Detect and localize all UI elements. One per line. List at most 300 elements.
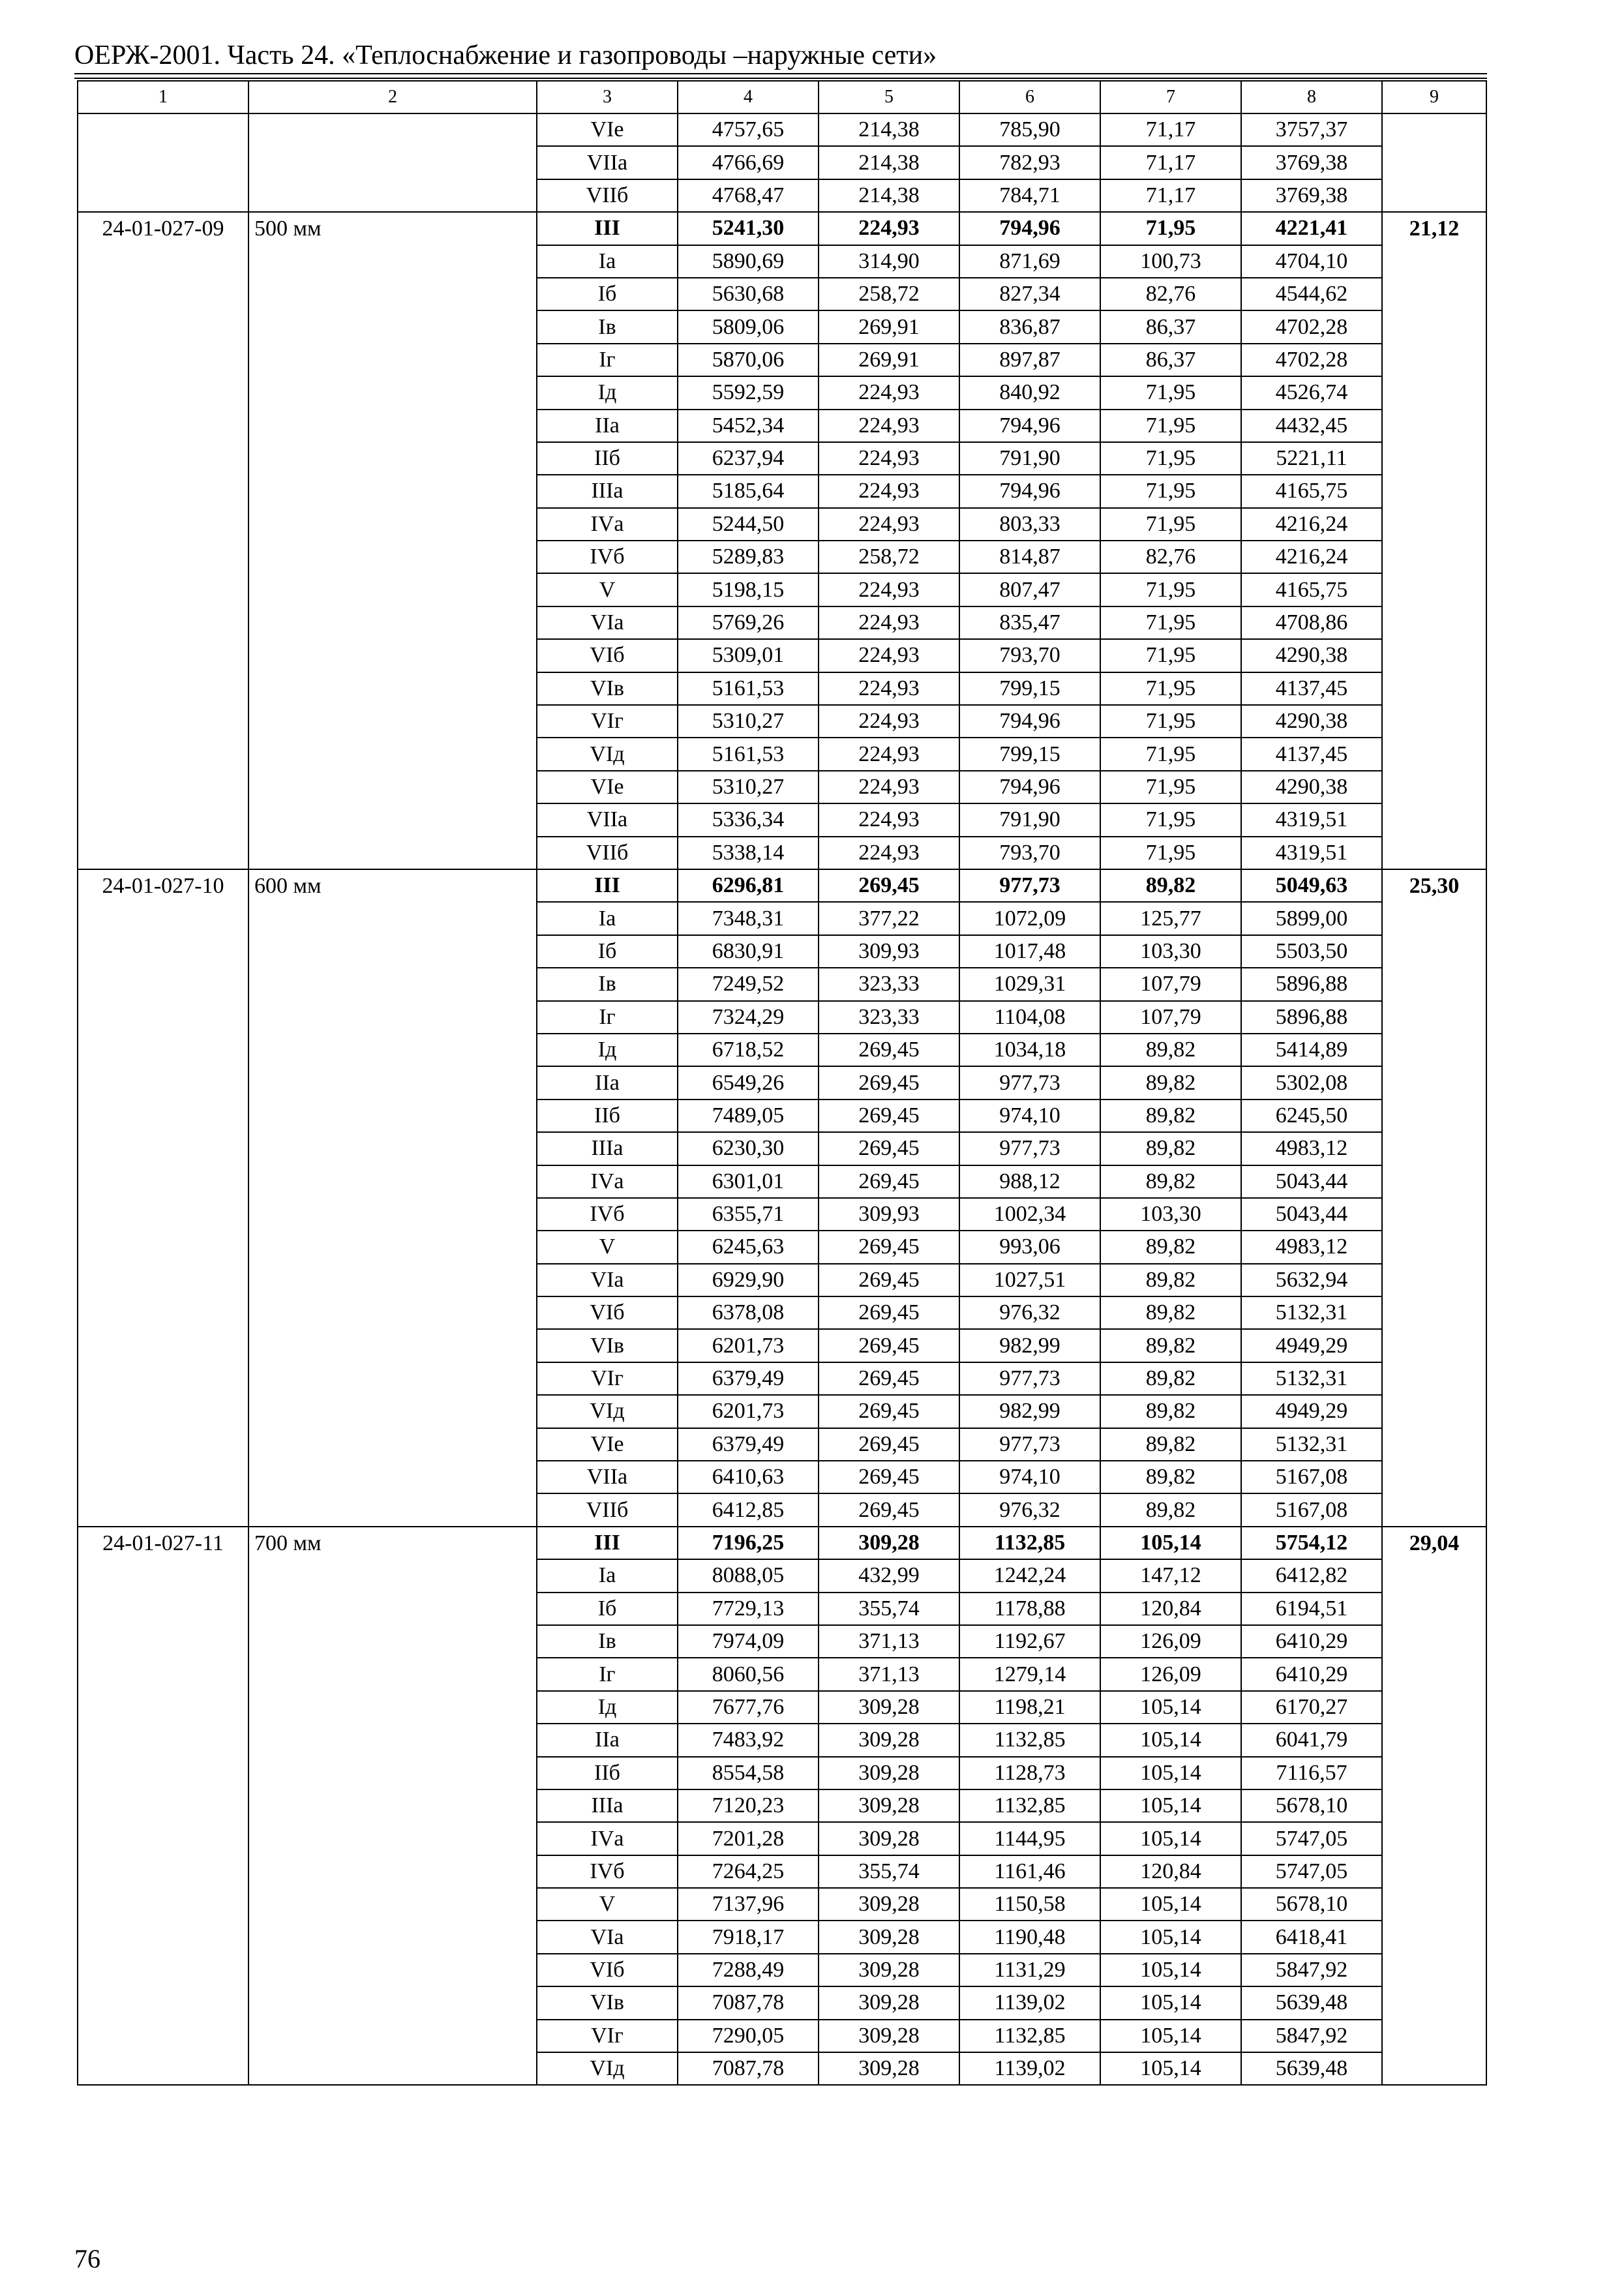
value-cell: 5632,94 — [1241, 1264, 1382, 1296]
zone-cell: IIа — [537, 1724, 678, 1756]
zone-cell: Iд — [537, 376, 678, 409]
value-cell: 224,93 — [819, 508, 959, 541]
value-cell: 5639,48 — [1241, 2052, 1382, 2085]
zone-cell: VIа — [537, 1921, 678, 1953]
value-cell: 4216,24 — [1241, 541, 1382, 573]
value-cell: 7120,23 — [678, 1789, 819, 1822]
value-cell: 5336,34 — [678, 803, 819, 836]
value-cell: 7264,25 — [678, 1855, 819, 1888]
value-cell: 7489,05 — [678, 1100, 819, 1132]
value-cell: 5310,27 — [678, 705, 819, 738]
zone-cell: III — [537, 212, 678, 245]
value-cell: 6296,81 — [678, 869, 819, 902]
value-cell: 5289,83 — [678, 541, 819, 573]
value-cell: 799,15 — [959, 672, 1100, 705]
value-cell: 7087,78 — [678, 2052, 819, 2085]
value-cell: 269,45 — [819, 1165, 959, 1198]
value-cell: 1139,02 — [959, 2052, 1100, 2085]
value-cell: 71,95 — [1100, 508, 1241, 541]
value-cell: 7348,31 — [678, 902, 819, 935]
column-number: 5 — [819, 81, 959, 113]
value-cell: 836,87 — [959, 310, 1100, 343]
value-cell: 71,95 — [1100, 771, 1241, 803]
zone-cell: VIд — [537, 2052, 678, 2085]
value-cell: 4544,62 — [1241, 278, 1382, 310]
value-cell: 793,70 — [959, 639, 1100, 672]
zone-cell: VIб — [537, 639, 678, 672]
header-rule-bottom — [74, 78, 1487, 79]
value-cell: 86,37 — [1100, 310, 1241, 343]
value-cell: 377,22 — [819, 902, 959, 935]
value-cell: 1132,85 — [959, 1527, 1100, 1559]
value-cell: 7729,13 — [678, 1593, 819, 1625]
value-cell: 807,47 — [959, 573, 1100, 606]
value-cell: 988,12 — [959, 1165, 1100, 1198]
value-cell: 269,45 — [819, 1100, 959, 1132]
value-cell: 7324,29 — [678, 1001, 819, 1034]
value-cell: 103,30 — [1100, 935, 1241, 968]
value-cell: 309,28 — [819, 1789, 959, 1822]
zone-cell: VIв — [537, 1329, 678, 1362]
value-cell: 6170,27 — [1241, 1691, 1382, 1724]
value-cell: 5678,10 — [1241, 1888, 1382, 1921]
value-cell: 7116,57 — [1241, 1757, 1382, 1789]
value-cell: 5899,00 — [1241, 902, 1382, 935]
page-number: 76 — [74, 2244, 100, 2273]
value-cell: 1029,31 — [959, 968, 1100, 1000]
value-cell: 314,90 — [819, 245, 959, 278]
zone-cell: Iа — [537, 245, 678, 278]
value-cell: 71,95 — [1100, 376, 1241, 409]
value-cell: 4137,45 — [1241, 672, 1382, 705]
value-cell: 5747,05 — [1241, 1822, 1382, 1855]
value-cell: 224,93 — [819, 705, 959, 738]
value-cell: 6301,01 — [678, 1165, 819, 1198]
zone-cell: VIIб — [537, 179, 678, 212]
value-cell: 269,45 — [819, 869, 959, 902]
zone-cell: VIе — [537, 771, 678, 803]
zone-cell: IVб — [537, 541, 678, 573]
value-cell: 7249,52 — [678, 968, 819, 1000]
value-cell: 8554,58 — [678, 1757, 819, 1789]
value-cell: 5338,14 — [678, 837, 819, 869]
value-cell: 269,45 — [819, 1066, 959, 1099]
value-cell: 794,96 — [959, 705, 1100, 738]
value-cell: 4319,51 — [1241, 803, 1382, 836]
value-cell: 6412,82 — [1241, 1559, 1382, 1592]
value-cell: 5747,05 — [1241, 1855, 1382, 1888]
value-cell: 89,82 — [1100, 1493, 1241, 1526]
item-code: 24-01-027-11 — [78, 1527, 248, 2086]
value-cell: 4949,29 — [1241, 1329, 1382, 1362]
value-cell: 269,45 — [819, 1264, 959, 1296]
zone-cell: IIIа — [537, 1789, 678, 1822]
value-cell: 89,82 — [1100, 1395, 1241, 1428]
value-cell: 977,73 — [959, 1132, 1100, 1165]
table-row — [78, 869, 1486, 902]
column-number: 1 — [78, 81, 248, 113]
value-cell: 4165,75 — [1241, 573, 1382, 606]
value-cell: 269,45 — [819, 1428, 959, 1461]
column-number: 6 — [959, 81, 1100, 113]
price-table — [77, 80, 1487, 2086]
value-cell: 147,12 — [1100, 1559, 1241, 1592]
value-cell: 6410,29 — [1241, 1658, 1382, 1690]
value-cell: 5244,50 — [678, 508, 819, 541]
value-cell: 7137,96 — [678, 1888, 819, 1921]
column-number: 4 — [678, 81, 819, 113]
value-cell: 799,15 — [959, 738, 1100, 770]
value-cell: 309,28 — [819, 1757, 959, 1789]
value-cell: 71,17 — [1100, 179, 1241, 212]
zone-cell: VIе — [537, 1428, 678, 1461]
value-cell: 269,45 — [819, 1296, 959, 1329]
value-cell: 1128,73 — [959, 1757, 1100, 1789]
value-cell: 89,82 — [1100, 1066, 1241, 1099]
value-cell: 835,47 — [959, 606, 1100, 639]
value-cell: 89,82 — [1100, 1231, 1241, 1263]
value-cell: 5221,11 — [1241, 442, 1382, 475]
value-cell: 309,28 — [819, 2020, 959, 2052]
zone-cell: Iв — [537, 310, 678, 343]
zone-cell: Iб — [537, 278, 678, 310]
value-cell: 224,93 — [819, 639, 959, 672]
value-cell: 269,45 — [819, 1034, 959, 1066]
value-cell: 1034,18 — [959, 1034, 1100, 1066]
zone-cell: VIа — [537, 1264, 678, 1296]
zone-cell: IIIа — [537, 1132, 678, 1165]
value-cell: 6379,49 — [678, 1428, 819, 1461]
value-cell: 309,93 — [819, 1198, 959, 1231]
column-number-row — [78, 81, 1486, 113]
value-cell: 224,93 — [819, 672, 959, 705]
value-cell: 224,93 — [819, 803, 959, 836]
value-cell: 224,93 — [819, 573, 959, 606]
value-cell: 6230,30 — [678, 1132, 819, 1165]
value-cell: 1131,29 — [959, 1954, 1100, 1986]
item-column-9: 29,04 — [1382, 1527, 1486, 2086]
value-cell: 107,79 — [1100, 1001, 1241, 1034]
value-cell: 269,45 — [819, 1362, 959, 1395]
value-cell: 4702,28 — [1241, 344, 1382, 376]
zone-cell: Iг — [537, 1001, 678, 1034]
value-cell: 5132,31 — [1241, 1362, 1382, 1395]
value-cell: 105,14 — [1100, 2052, 1241, 2085]
value-cell: 4526,74 — [1241, 376, 1382, 409]
value-cell: 977,73 — [959, 869, 1100, 902]
value-cell: 89,82 — [1100, 1165, 1241, 1198]
zone-cell: IIб — [537, 442, 678, 475]
value-cell: 309,28 — [819, 1888, 959, 1921]
value-cell: 1144,95 — [959, 1822, 1100, 1855]
value-cell: 5309,01 — [678, 639, 819, 672]
zone-cell: VIд — [537, 738, 678, 770]
value-cell: 794,96 — [959, 475, 1100, 507]
value-cell: 3769,38 — [1241, 146, 1382, 179]
zone-cell: IIб — [537, 1757, 678, 1789]
value-cell: 5896,88 — [1241, 1001, 1382, 1034]
value-cell: 5241,30 — [678, 212, 819, 245]
value-cell: 5503,50 — [1241, 935, 1382, 968]
value-cell: 269,45 — [819, 1395, 959, 1428]
zone-cell: VIIа — [537, 803, 678, 836]
value-cell: 4137,45 — [1241, 738, 1382, 770]
value-cell: 7677,76 — [678, 1691, 819, 1724]
item-diameter: 500 мм — [248, 212, 537, 869]
value-cell: 3769,38 — [1241, 179, 1382, 212]
zone-cell: IIа — [537, 1066, 678, 1099]
item-column-9 — [1382, 113, 1486, 212]
value-cell: 126,09 — [1100, 1658, 1241, 1690]
value-cell: 5414,89 — [1241, 1034, 1382, 1066]
header-rule-top — [74, 73, 1487, 74]
value-cell: 105,14 — [1100, 1986, 1241, 2019]
value-cell: 309,28 — [819, 1527, 959, 1559]
value-cell: 8060,56 — [678, 1658, 819, 1690]
value-cell: 71,95 — [1100, 410, 1241, 442]
value-cell: 791,90 — [959, 442, 1100, 475]
value-cell: 258,72 — [819, 278, 959, 310]
value-cell: 5769,26 — [678, 606, 819, 639]
value-cell: 4290,38 — [1241, 705, 1382, 738]
value-cell: 323,33 — [819, 968, 959, 1000]
zone-cell: Iб — [537, 935, 678, 968]
zone-cell: IVа — [537, 1165, 678, 1198]
table-row — [78, 212, 1486, 245]
zone-cell: IIIа — [537, 475, 678, 507]
value-cell: 71,17 — [1100, 146, 1241, 179]
value-cell: 6201,73 — [678, 1329, 819, 1362]
value-cell: 71,95 — [1100, 672, 1241, 705]
value-cell: 120,84 — [1100, 1855, 1241, 1888]
value-cell: 1002,34 — [959, 1198, 1100, 1231]
value-cell: 993,06 — [959, 1231, 1100, 1263]
value-cell: 1132,85 — [959, 1789, 1100, 1822]
item-diameter: 600 мм — [248, 869, 537, 1527]
value-cell: 871,69 — [959, 245, 1100, 278]
column-number: 9 — [1382, 81, 1486, 113]
value-cell: 5592,59 — [678, 376, 819, 409]
value-cell: 6355,71 — [678, 1198, 819, 1231]
value-cell: 814,87 — [959, 541, 1100, 573]
value-cell: 105,14 — [1100, 1789, 1241, 1822]
value-cell: 126,09 — [1100, 1625, 1241, 1658]
value-cell: 827,34 — [959, 278, 1100, 310]
value-cell: 105,14 — [1100, 1724, 1241, 1756]
value-cell: 977,73 — [959, 1066, 1100, 1099]
value-cell: 7087,78 — [678, 1986, 819, 2019]
value-cell: 6378,08 — [678, 1296, 819, 1329]
value-cell: 105,14 — [1100, 1691, 1241, 1724]
value-cell: 5043,44 — [1241, 1165, 1382, 1198]
zone-cell: IVб — [537, 1855, 678, 1888]
value-cell: 794,96 — [959, 771, 1100, 803]
value-cell: 5630,68 — [678, 278, 819, 310]
value-cell: 107,79 — [1100, 968, 1241, 1000]
value-cell: 4708,86 — [1241, 606, 1382, 639]
value-cell: 4216,24 — [1241, 508, 1382, 541]
value-cell: 355,74 — [819, 1593, 959, 1625]
value-cell: 5302,08 — [1241, 1066, 1382, 1099]
value-cell: 5049,63 — [1241, 869, 1382, 902]
value-cell: 309,28 — [819, 1724, 959, 1756]
value-cell: 1198,21 — [959, 1691, 1100, 1724]
value-cell: 269,45 — [819, 1231, 959, 1263]
value-cell: 89,82 — [1100, 1100, 1241, 1132]
value-cell: 371,13 — [819, 1658, 959, 1690]
zone-cell: VIг — [537, 2020, 678, 2052]
value-cell: 4290,38 — [1241, 771, 1382, 803]
value-cell: 71,95 — [1100, 212, 1241, 245]
value-cell: 4702,28 — [1241, 310, 1382, 343]
zone-cell: VIIа — [537, 1461, 678, 1493]
value-cell: 6830,91 — [678, 935, 819, 968]
value-cell: 5161,53 — [678, 738, 819, 770]
value-cell: 1139,02 — [959, 1986, 1100, 2019]
value-cell: 4319,51 — [1241, 837, 1382, 869]
value-cell: 6237,94 — [678, 442, 819, 475]
value-cell: 5809,06 — [678, 310, 819, 343]
zone-cell: VIв — [537, 1986, 678, 2019]
value-cell: 71,95 — [1100, 442, 1241, 475]
value-cell: 5198,15 — [678, 573, 819, 606]
value-cell: 897,87 — [959, 344, 1100, 376]
value-cell: 309,28 — [819, 1691, 959, 1724]
value-cell: 6549,26 — [678, 1066, 819, 1099]
value-cell: 71,95 — [1100, 738, 1241, 770]
value-cell: 5161,53 — [678, 672, 819, 705]
zone-cell: III — [537, 869, 678, 902]
value-cell: 214,38 — [819, 146, 959, 179]
value-cell: 1104,08 — [959, 1001, 1100, 1034]
zone-cell: VIб — [537, 1296, 678, 1329]
value-cell: 89,82 — [1100, 1034, 1241, 1066]
zone-cell: VIа — [537, 606, 678, 639]
value-cell: 89,82 — [1100, 1461, 1241, 1493]
item-column-9: 21,12 — [1382, 212, 1486, 869]
value-cell: 89,82 — [1100, 1362, 1241, 1395]
value-cell: 4983,12 — [1241, 1231, 1382, 1263]
value-cell: 224,93 — [819, 606, 959, 639]
value-cell: 5167,08 — [1241, 1461, 1382, 1493]
zone-cell: VIе — [537, 113, 678, 146]
value-cell: 89,82 — [1100, 1296, 1241, 1329]
value-cell: 5452,34 — [678, 410, 819, 442]
page-header: ОЕРЖ-2001. Часть 24. «Теплоснабжение и газопроводы –наружные сети» — [74, 40, 937, 70]
value-cell: 82,76 — [1100, 278, 1241, 310]
value-cell: 977,73 — [959, 1362, 1100, 1395]
column-number: 8 — [1241, 81, 1382, 113]
column-number: 7 — [1100, 81, 1241, 113]
value-cell: 5847,92 — [1241, 1954, 1382, 1986]
value-cell: 6410,63 — [678, 1461, 819, 1493]
item-column-9: 25,30 — [1382, 869, 1486, 1527]
value-cell: 1190,48 — [959, 1921, 1100, 1953]
value-cell: 977,73 — [959, 1428, 1100, 1461]
value-cell: 3757,37 — [1241, 113, 1382, 146]
value-cell: 269,45 — [819, 1329, 959, 1362]
item-code: 24-01-027-10 — [78, 869, 248, 1527]
column-number: 3 — [537, 81, 678, 113]
value-cell: 355,74 — [819, 1855, 959, 1888]
value-cell: 5310,27 — [678, 771, 819, 803]
value-cell: 6379,49 — [678, 1362, 819, 1395]
value-cell: 1150,58 — [959, 1888, 1100, 1921]
value-cell: 371,13 — [819, 1625, 959, 1658]
value-cell: 7974,09 — [678, 1625, 819, 1658]
price-table-body — [78, 81, 1486, 2085]
value-cell: 89,82 — [1100, 1329, 1241, 1362]
value-cell: 224,93 — [819, 410, 959, 442]
zone-cell: IVа — [537, 1822, 678, 1855]
value-cell: 214,38 — [819, 179, 959, 212]
value-cell: 7288,49 — [678, 1954, 819, 1986]
value-cell: 105,14 — [1100, 1921, 1241, 1953]
value-cell: 6412,85 — [678, 1493, 819, 1526]
value-cell: 89,82 — [1100, 1428, 1241, 1461]
zone-cell: Iд — [537, 1691, 678, 1724]
value-cell: 89,82 — [1100, 1132, 1241, 1165]
value-cell: 6718,52 — [678, 1034, 819, 1066]
zone-cell: III — [537, 1527, 678, 1559]
value-cell: 5043,44 — [1241, 1198, 1382, 1231]
value-cell: 1242,24 — [959, 1559, 1100, 1592]
value-cell: 269,45 — [819, 1493, 959, 1526]
value-cell: 5890,69 — [678, 245, 819, 278]
value-cell: 269,45 — [819, 1461, 959, 1493]
value-cell: 5870,06 — [678, 344, 819, 376]
zone-cell: VIг — [537, 705, 678, 738]
value-cell: 5754,12 — [1241, 1527, 1382, 1559]
value-cell: 71,95 — [1100, 606, 1241, 639]
zone-cell: IIб — [537, 1100, 678, 1132]
value-cell: 224,93 — [819, 442, 959, 475]
value-cell: 71,95 — [1100, 705, 1241, 738]
value-cell: 7483,92 — [678, 1724, 819, 1756]
value-cell: 6410,29 — [1241, 1625, 1382, 1658]
value-cell: 224,93 — [819, 376, 959, 409]
item-code: 24-01-027-09 — [78, 212, 248, 869]
value-cell: 224,93 — [819, 212, 959, 245]
zone-cell: VIIб — [537, 837, 678, 869]
zone-cell: VIг — [537, 1362, 678, 1395]
value-cell: 840,92 — [959, 376, 1100, 409]
zone-cell: IVб — [537, 1198, 678, 1231]
item-diameter: 700 мм — [248, 1527, 537, 2086]
value-cell: 974,10 — [959, 1461, 1100, 1493]
value-cell: 323,33 — [819, 1001, 959, 1034]
zone-cell: VIб — [537, 1954, 678, 1986]
value-cell: 791,90 — [959, 803, 1100, 836]
value-cell: 794,96 — [959, 212, 1100, 245]
value-cell: 71,95 — [1100, 837, 1241, 869]
value-cell: 269,91 — [819, 344, 959, 376]
value-cell: 105,14 — [1100, 1888, 1241, 1921]
value-cell: 71,95 — [1100, 573, 1241, 606]
value-cell: 309,93 — [819, 935, 959, 968]
value-cell: 214,38 — [819, 113, 959, 146]
item-code — [78, 113, 248, 212]
value-cell: 5896,88 — [1241, 968, 1382, 1000]
zone-cell: Iа — [537, 1559, 678, 1592]
value-cell: 5847,92 — [1241, 2020, 1382, 2052]
value-cell: 6201,73 — [678, 1395, 819, 1428]
table-row — [78, 1527, 1486, 1559]
value-cell: 4757,65 — [678, 113, 819, 146]
value-cell: 258,72 — [819, 541, 959, 573]
zone-cell: Iб — [537, 1593, 678, 1625]
value-cell: 1132,85 — [959, 1724, 1100, 1756]
